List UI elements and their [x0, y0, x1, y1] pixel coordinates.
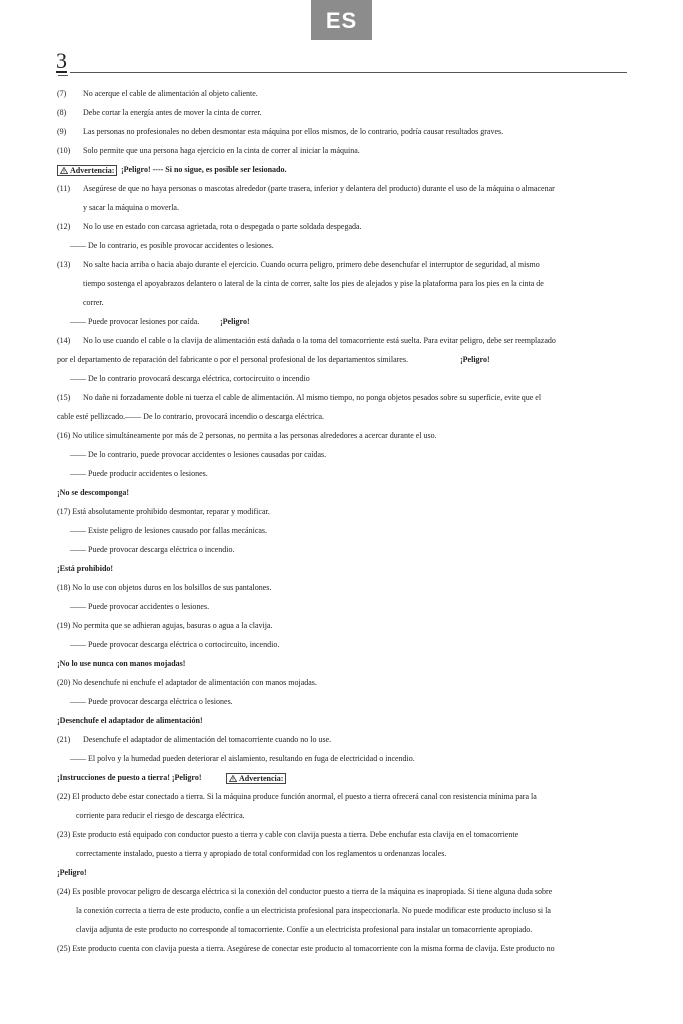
text-line: —— Puede provocar descarga eléctrica o lesiones.	[70, 697, 233, 706]
text-line: ¡Desenchufe el adaptador de alimentación!	[57, 716, 203, 725]
text-line: la conexión correcta a tierra de este producto, confíe a un electricista profesional para inspeccionarla. No puede modificar este producto incluso si la	[76, 906, 551, 915]
text-line: cable esté pellizcado.—— De lo contrario, provocará incendio o descarga eléctrica.	[57, 412, 325, 421]
text-line: ¡Está prohibido!	[57, 564, 114, 573]
text-line: —— Puede provocar descarga eléctrica o cortocircuito, incendio.	[70, 640, 280, 649]
text-line: Asegúrese de que no haya personas o mascotas alrededor (parte trasera, inferior y delantera del producto) durante el uso de la máquina o almacenar	[83, 184, 555, 193]
text-line: (16) No utilice simultáneamente por más de 2 personas, no permita a las personas alrededores a acercar durante el uso.	[57, 431, 437, 440]
text-line: ¡Peligro!	[220, 317, 250, 326]
warning-triangle-icon	[60, 167, 68, 174]
text-line: No lo use en estado con carcasa agrietada, rota o despegada o parte soldada despegada.	[83, 222, 362, 231]
text-line: (11)	[57, 184, 71, 193]
text-line: (14)	[57, 336, 71, 345]
text-line: (17) Está absolutamente prohibido desmontar, reparar y modificar.	[57, 507, 270, 516]
text-line: —— El polvo y la humedad pueden deteriorar el aislamiento, resultando en fuga de electricidad o incendio.	[70, 754, 415, 763]
text-line: (24) Es posible provocar peligro de descarga eléctrica si la conexión del conductor puesto a tierra de la máquina es inapropiada. Si tiene alguna duda sobre	[57, 887, 553, 896]
text-line: ¡Peligro! ---- Si no sigue, es posible ser lesionado.	[121, 165, 287, 174]
text-line: por el departamento de reparación del fabricante o por el personal profesional de los departamentos similares.	[57, 355, 408, 364]
warning-box	[226, 773, 286, 784]
text-line: Solo permite que una persona haga ejercicio en la cinta de correr al iniciar la máquina.	[83, 146, 360, 155]
text-line: (22) El producto debe estar conectado a tierra. Si la máquina produce función anormal, el puesto a tierra ofrecerá canal con resistencia mínima para la	[57, 792, 537, 801]
text-line: —— Puede provocar descarga eléctrica o incendio.	[70, 545, 235, 554]
text-line: ¡Instrucciones de puesto a tierra! ¡Peligro!	[57, 773, 202, 782]
text-line: (18) No lo use con objetos duros en los bolsillos de sus pantalones.	[57, 583, 272, 592]
warning-label	[57, 165, 117, 176]
text-line: —— De lo contrario provocará descarga eléctrica, cortocircuito o incendio	[70, 374, 310, 383]
text-line: (7)	[57, 89, 67, 98]
text-line: No dañe ni forzadamente doble ni tuerza el cable de alimentación. Al mismo tiempo, no ponga objetos pesados sobre su superficie, evite que el	[83, 393, 542, 402]
warning-label	[226, 773, 286, 784]
text-line: (23) Este producto está equipado con conductor puesto a tierra y cable con clavija puesta a tierra. Debe enchufar esta clavija en el tomacorriente	[57, 830, 519, 839]
text-line: ¡Peligro!	[57, 868, 87, 877]
text-line: —— Puede provocar accidentes o lesiones.	[70, 602, 210, 611]
text-line: (8)	[57, 108, 67, 117]
text-line: corriente para reducir el riesgo de descarga eléctrica.	[76, 811, 245, 820]
text-line: (15)	[57, 393, 71, 402]
text-line: Las personas no profesionales no deben desmontar esta máquina por ellos mismos, de lo contrario, podría causar resultados graves.	[83, 127, 504, 136]
text-line: (9)	[57, 127, 67, 136]
text-line: (12)	[57, 222, 71, 231]
text-line: No salte hacia arriba o hacia abajo durante el ejercicio. Cuando ocurra peligro, primero debe desenchufar el interruptor de seguridad, al mismo	[83, 260, 540, 269]
text-line: ¡Peligro!	[460, 355, 490, 364]
text-line: (10)	[57, 146, 71, 155]
text-line: ¡No lo use nunca con manos mojadas!	[57, 659, 186, 668]
text-line: Debe cortar la energía antes de mover la cinta de correr.	[83, 108, 262, 117]
text-line: (21)	[57, 735, 71, 744]
warning-text: Advertencia:	[70, 166, 115, 175]
warning-triangle-icon	[229, 775, 237, 782]
text-line: —— Existe peligro de lesiones causado por fallas mecánicas.	[70, 526, 268, 535]
page-number: 3	[56, 48, 67, 73]
text-line: (25) Este producto cuenta con clavija puesta a tierra. Asegúrese de conectar este producto al tomacorriente con la misma forma de clavija. Este producto no	[57, 944, 555, 953]
warning-text: Advertencia:	[239, 774, 284, 783]
text-line: —— Puede producir accidentes o lesiones.	[70, 469, 208, 478]
text-line: Desenchufe el adaptador de alimentación del tomacorriente cuando no lo use.	[83, 735, 332, 744]
text-line: —— Puede provocar lesiones por caída.	[70, 317, 200, 326]
text-line: —— De lo contrario, puede provocar accidentes o lesiones causadas por caídas.	[70, 450, 327, 459]
text-line: —— De lo contrario, es posible provocar accidentes o lesiones.	[70, 241, 274, 250]
text-line: (20) No desenchufe ni enchufe el adaptador de alimentación con manos mojadas.	[57, 678, 317, 687]
text-line: clavija adjunta de este producto no corresponde al tomacorriente. Confíe a un electricista profesional para instalar un tomacorriente apropiado.	[76, 925, 533, 934]
text-line: No lo use cuando el cable o la clavija de alimentación está dañada o la toma del tomacorriente está suelta. Para evitar peligro, debe ser reemplazado	[83, 336, 556, 345]
language-badge: ES	[311, 0, 372, 40]
text-line: (19) No permita que se adhieran agujas, basuras o agua a la clavija.	[57, 621, 273, 630]
text-line: y sacar la máquina o moverla.	[83, 203, 179, 212]
text-line: correr.	[83, 298, 104, 307]
text-line: ¡No se descomponga!	[57, 488, 129, 497]
text-line: No acerque el cable de alimentación al objeto caliente.	[83, 89, 258, 98]
text-line: tiempo sostenga el apoyabrazos delantero o lateral de la cinta de correr, salte los pies de alejados y pise la plataforma para los pies en la cinta de	[83, 279, 544, 288]
text-line: correctamente instalado, puesto a tierra y apropiado de total conformidad con los reglamentos u ordenanzas locales.	[76, 849, 447, 858]
text-line: (13)	[57, 260, 71, 269]
warning-box	[57, 165, 117, 176]
